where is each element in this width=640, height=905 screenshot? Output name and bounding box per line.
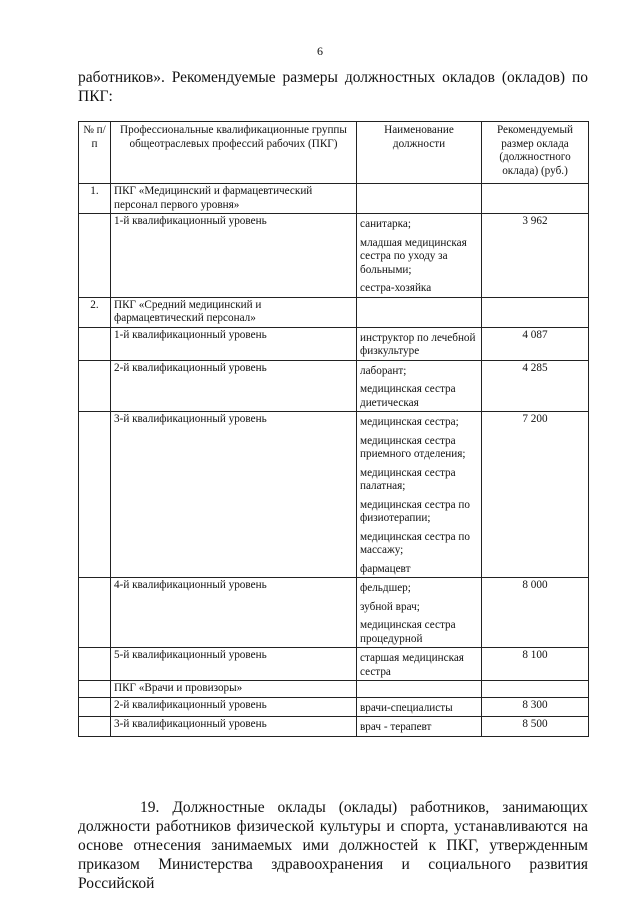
cell-salary [482,681,589,698]
cell-group: ПКГ «Врачи и провизоры» [111,681,357,698]
intro-paragraph: работников». Рекомендуемые размеры должностных окладов (окладов) по ПКГ: [78,69,588,105]
table-row [79,578,589,648]
table-row [79,214,589,298]
page-number: 6 [317,44,323,58]
cell-positions [357,578,482,648]
position-item: медицинская сестра; [360,416,459,428]
cell-salary [482,297,589,327]
cell-positions [357,327,482,360]
table-row [79,648,589,681]
table-row [79,681,589,698]
table-row [79,297,589,327]
table-row [79,184,589,214]
table-row [79,327,589,360]
cell-number: 2. [79,297,111,327]
header-number: № п/п [79,122,111,184]
cell-number [79,717,111,737]
table-body [79,184,589,737]
position-item: медицинская сестра по массажу; [360,530,470,556]
position-item: медицинская сестра процедурной [360,619,456,645]
cell-salary: 8 000 [482,578,589,648]
position-item: санитарка; [360,218,411,230]
position-item: медицинская сестра приемного отделения; [360,434,466,460]
position-item: зубной врач; [360,600,420,613]
outro-paragraph [78,798,588,893]
position-item: медицинская сестра по физиотерапии; [360,498,470,524]
cell-salary: 4 087 [482,327,589,360]
cell-positions [357,648,482,681]
position-item: сестра-хозяйка [360,282,432,294]
table-header-row [79,122,589,184]
position-item: фельдшер; [360,582,411,594]
cell-number [79,360,111,412]
cell-group: 4-й квалификационный уровень [111,578,357,648]
cell-group: 5-й квалификационный уровень [111,648,357,681]
cell-salary: 8 500 [482,717,589,737]
position-item: инструктор по лечебной физкультуре [360,331,476,357]
cell-positions [357,214,482,298]
cell-salary: 4 285 [482,360,589,412]
position-item: медицинская сестра диетическая [360,383,456,409]
cell-group: 3-й квалификационный уровень [111,717,357,737]
position-item: врач - терапевт [360,721,432,733]
header-group: Профессиональные квалификационные группы общеотраслевых профессий рабочих (ПКГ) [111,122,357,184]
cell-salary: 7 200 [482,412,589,578]
cell-positions [357,184,482,214]
cell-number [79,327,111,360]
outro-text: 19. Должностные оклады (оклады) работников, занимающих должности работников физической культуры и спорта, устанавливаются на основе отнесения занимаемых ими должностей к ПКГ, утвержденным приказом Министерства здравоохранения и социального развития Российской [78,799,588,892]
cell-number [79,681,111,698]
header-salary: Рекомендуемый размер оклада (должностного оклада) (руб.) [482,122,589,184]
table-row [79,360,589,412]
cell-number: 1. [79,184,111,214]
position-item: фармацевт [360,562,411,575]
cell-positions [357,360,482,412]
cell-number [79,412,111,578]
table-row [79,697,589,717]
cell-salary [482,184,589,214]
cell-group: ПКГ «Медицинский и фармацевтический персонал первого уровня» [111,184,357,214]
table-row [79,717,589,737]
position-item: медицинская сестра палатная; [360,466,456,492]
cell-number [79,578,111,648]
cell-group: 3-й квалификационный уровень [111,412,357,578]
cell-group: 2-й квалификационный уровень [111,360,357,412]
cell-positions [357,697,482,717]
cell-salary: 8 300 [482,697,589,717]
cell-number [79,648,111,681]
cell-number [79,697,111,717]
cell-number [79,214,111,298]
table-row [79,412,589,578]
cell-positions [357,297,482,327]
cell-positions [357,412,482,578]
position-item: младшая медицинская сестра по уходу за больными; [360,236,467,276]
position-item: лаборант; [360,364,407,377]
cell-group: ПКГ «Средний медицинский и фармацевтический персонал» [111,297,357,327]
cell-positions [357,717,482,737]
position-item: врачи-специалисты [360,701,453,714]
cell-group: 1-й квалификационный уровень [111,214,357,298]
position-item: старшая медицинская сестра [360,652,464,678]
salary-table [78,121,589,737]
cell-positions [357,681,482,698]
cell-group: 2-й квалификационный уровень [111,697,357,717]
cell-salary: 3 962 [482,214,589,298]
header-position: Наименование должности [357,122,482,184]
cell-salary: 8 100 [482,648,589,681]
cell-group: 1-й квалификационный уровень [111,327,357,360]
